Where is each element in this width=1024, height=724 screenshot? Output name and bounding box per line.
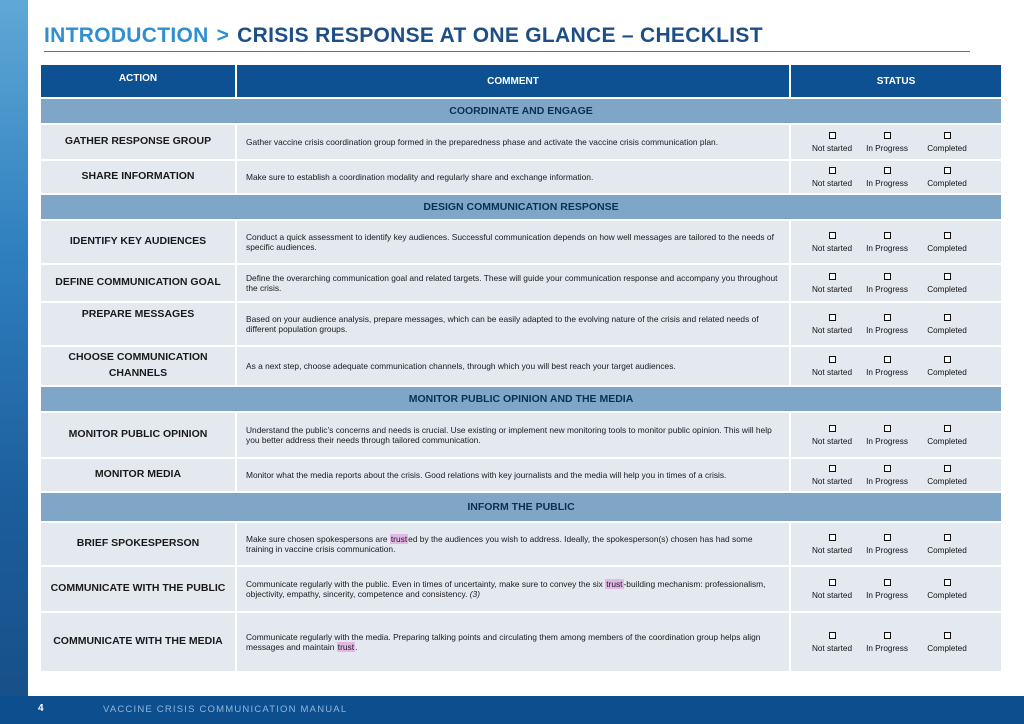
- checkbox-icon[interactable]: [944, 314, 951, 321]
- table-row: [41, 411, 1001, 457]
- status-label: Not started: [811, 284, 853, 294]
- checkbox-icon[interactable]: [829, 232, 836, 239]
- side-color-band: [0, 0, 28, 724]
- status-label: Not started: [811, 243, 853, 253]
- checkbox-icon[interactable]: [944, 273, 951, 280]
- header-action: ACTION: [41, 65, 237, 97]
- checkbox-icon[interactable]: [944, 534, 951, 541]
- status-label: Not started: [811, 545, 853, 555]
- status-label: Not started: [811, 143, 853, 153]
- status-group: [791, 125, 1001, 159]
- checkbox-icon[interactable]: [829, 356, 836, 363]
- row-action: CHOOSE COMMUNICATION CHANNELS: [41, 347, 237, 385]
- section-header: MONITOR PUBLIC OPINION AND THE MEDIA: [41, 385, 1001, 411]
- checkbox-icon[interactable]: [829, 579, 836, 586]
- status-label: Completed: [927, 590, 967, 600]
- table-row: [41, 123, 1001, 159]
- checkbox-icon[interactable]: [944, 167, 951, 174]
- status-not-started[interactable]: [807, 534, 857, 555]
- status-completed[interactable]: [917, 232, 977, 253]
- row-comment: Communicate regularly with the public. Even in times of uncertainty, make sure to convey the six trust-building mechanism: professionalism, objectivity, empathy, sincerity, competence and consistency. (3): [237, 567, 791, 611]
- status-label: Completed: [927, 367, 967, 377]
- checkbox-icon[interactable]: [944, 632, 951, 639]
- row-comment: Define the overarching communication goal and related targets. These will guide your communication response and accompany you throughout the crisis.: [237, 265, 791, 301]
- checkbox-icon[interactable]: [884, 273, 891, 280]
- status-label: In Progress: [866, 590, 908, 600]
- checkbox-icon[interactable]: [884, 425, 891, 432]
- row-action: PREPARE MESSAGES: [41, 303, 237, 345]
- status-in-progress[interactable]: [859, 632, 915, 653]
- header-comment: COMMENT: [237, 65, 791, 97]
- status-label: Not started: [811, 476, 853, 486]
- status-label: Completed: [927, 436, 967, 446]
- status-not-started[interactable]: [807, 273, 857, 294]
- status-label: In Progress: [866, 284, 908, 294]
- table-row: [41, 219, 1001, 263]
- title-breadcrumb-introduction[interactable]: INTRODUCTION: [44, 24, 209, 47]
- status-completed[interactable]: [917, 314, 977, 335]
- status-completed[interactable]: [917, 356, 977, 377]
- status-label: Completed: [927, 545, 967, 555]
- status-group: [791, 567, 1001, 611]
- checkbox-icon[interactable]: [829, 167, 836, 174]
- page-title: [44, 24, 970, 52]
- row-comment: Conduct a quick assessment to identify key audiences. Successful communication depends on how well messages are tailored to the needs of specific audiences.: [237, 221, 791, 263]
- status-in-progress[interactable]: [859, 167, 915, 188]
- status-label: Completed: [927, 476, 967, 486]
- checkbox-icon[interactable]: [884, 632, 891, 639]
- status-in-progress[interactable]: [859, 425, 915, 446]
- row-comment: Make sure to establish a coordination modality and regularly share and exchange information.: [237, 161, 791, 193]
- status-group: [791, 221, 1001, 263]
- checkbox-icon[interactable]: [944, 579, 951, 586]
- checkbox-icon[interactable]: [829, 273, 836, 280]
- row-action: BRIEF SPOKESPERSON: [41, 523, 237, 565]
- row-comment: Make sure chosen spokespersons are trusted by the audiences you wish to address. Ideally, the spokesperson(s) chosen has had some training in vaccine crisis communication.: [237, 523, 791, 565]
- status-in-progress[interactable]: [859, 314, 915, 335]
- status-not-started[interactable]: [807, 465, 857, 486]
- status-group: [791, 413, 1001, 457]
- checkbox-icon[interactable]: [884, 232, 891, 239]
- row-comment: Monitor what the media reports about the crisis. Good relations with key journalists and the media will help you in times of a crisis.: [237, 459, 791, 491]
- status-label: In Progress: [866, 325, 908, 335]
- table-row: [41, 611, 1001, 671]
- row-action: IDENTIFY KEY AUDIENCES: [41, 221, 237, 263]
- title-separator: >: [216, 24, 230, 47]
- row-comment: Understand the public’s concerns and needs is crucial. Use existing or implement new monitoring tools to monitor public opinion. This will help you better address their needs through tailored communication.: [237, 413, 791, 457]
- checkbox-icon[interactable]: [944, 132, 951, 139]
- search-highlight: trust: [390, 533, 408, 544]
- status-group: [791, 265, 1001, 301]
- status-not-started[interactable]: [807, 167, 857, 188]
- checkbox-icon[interactable]: [884, 579, 891, 586]
- status-label: In Progress: [866, 545, 908, 555]
- status-label: In Progress: [866, 367, 908, 377]
- checklist-table: [41, 65, 1001, 671]
- status-label: In Progress: [866, 436, 908, 446]
- status-label: Not started: [811, 590, 853, 600]
- status-not-started[interactable]: [807, 579, 857, 600]
- status-not-started[interactable]: [807, 232, 857, 253]
- status-label: Completed: [927, 643, 967, 653]
- checkbox-icon[interactable]: [944, 356, 951, 363]
- status-group: [791, 347, 1001, 385]
- status-completed[interactable]: [917, 465, 977, 486]
- status-in-progress[interactable]: [859, 132, 915, 153]
- table-row: [41, 159, 1001, 193]
- status-label: In Progress: [866, 476, 908, 486]
- table-row: [41, 301, 1001, 345]
- status-group: [791, 523, 1001, 565]
- status-label: Completed: [927, 325, 967, 335]
- status-group: [791, 161, 1001, 193]
- section-header: COORDINATE AND ENGAGE: [41, 97, 1001, 123]
- status-label: In Progress: [866, 178, 908, 188]
- table-row: [41, 521, 1001, 565]
- status-not-started[interactable]: [807, 425, 857, 446]
- search-highlight: trust: [337, 642, 355, 652]
- row-action: DEFINE COMMUNICATION GOAL: [41, 265, 237, 301]
- status-group: [791, 613, 1001, 671]
- status-completed[interactable]: [917, 425, 977, 446]
- status-completed[interactable]: [917, 132, 977, 153]
- status-completed[interactable]: [917, 632, 977, 653]
- status-label: In Progress: [866, 643, 908, 653]
- status-group: [791, 303, 1001, 345]
- row-comment: Gather vaccine crisis coordination group formed in the preparedness phase and activate the vaccine crisis communication plan.: [237, 125, 791, 159]
- header-status: STATUS: [876, 75, 916, 87]
- checkbox-icon[interactable]: [884, 534, 891, 541]
- status-label: Not started: [811, 367, 853, 377]
- table-header: [41, 65, 1001, 97]
- table-row: [41, 263, 1001, 301]
- footer-title: VACCINE CRISIS COMMUNICATION MANUAL: [103, 704, 348, 715]
- status-group: [791, 459, 1001, 491]
- status-in-progress[interactable]: [859, 273, 915, 294]
- status-in-progress[interactable]: [859, 579, 915, 600]
- status-label: Not started: [811, 643, 853, 653]
- row-comment: As a next step, choose adequate communication channels, through which you will best reach your target audiences.: [237, 347, 791, 385]
- status-completed[interactable]: [917, 167, 977, 188]
- table-row: [41, 457, 1001, 491]
- checkbox-icon[interactable]: [829, 314, 836, 321]
- status-label: Not started: [811, 325, 853, 335]
- checkbox-icon[interactable]: [829, 132, 836, 139]
- status-not-started[interactable]: [807, 314, 857, 335]
- status-completed[interactable]: [917, 534, 977, 555]
- table-row: [41, 345, 1001, 385]
- section-header: DESIGN COMMUNICATION RESPONSE: [41, 193, 1001, 219]
- status-not-started[interactable]: [807, 356, 857, 377]
- checkbox-icon[interactable]: [944, 465, 951, 472]
- page-number: 4: [38, 703, 44, 714]
- checkbox-icon[interactable]: [884, 132, 891, 139]
- status-label: Not started: [811, 436, 853, 446]
- status-not-started[interactable]: [807, 132, 857, 153]
- row-comment: Based on your audience analysis, prepare messages, which can be easily adapted to the evolving nature of the crisis and related needs of different population groups.: [237, 303, 791, 345]
- checkbox-icon[interactable]: [829, 465, 836, 472]
- table-row: [41, 565, 1001, 611]
- status-not-started[interactable]: [807, 632, 857, 653]
- row-action: GATHER RESPONSE GROUP: [41, 125, 237, 159]
- status-completed[interactable]: [917, 579, 977, 600]
- title-underline: [44, 51, 970, 52]
- checkbox-icon[interactable]: [884, 314, 891, 321]
- row-comment: Communicate regularly with the media. Preparing talking points and circulating them among members of the coordination group helps align messages and maintain trust.: [237, 613, 791, 671]
- checkbox-icon[interactable]: [884, 356, 891, 363]
- status-label: Not started: [811, 178, 853, 188]
- row-action: MONITOR MEDIA: [41, 459, 237, 491]
- status-in-progress[interactable]: [859, 356, 915, 377]
- page-footer: [0, 696, 1024, 724]
- status-in-progress[interactable]: [859, 534, 915, 555]
- status-label: Completed: [927, 143, 967, 153]
- checkbox-icon[interactable]: [829, 534, 836, 541]
- checkbox-icon[interactable]: [944, 425, 951, 432]
- status-in-progress[interactable]: [859, 232, 915, 253]
- reference-number: (3): [469, 589, 480, 599]
- checkbox-icon[interactable]: [829, 632, 836, 639]
- row-action: SHARE INFORMATION: [41, 161, 237, 193]
- checkbox-icon[interactable]: [884, 167, 891, 174]
- search-highlight: trust: [606, 578, 623, 589]
- status-in-progress[interactable]: [859, 465, 915, 486]
- status-label: In Progress: [866, 143, 908, 153]
- row-action: MONITOR PUBLIC OPINION: [41, 413, 237, 457]
- checkbox-icon[interactable]: [884, 465, 891, 472]
- section-header: INFORM THE PUBLIC: [41, 491, 1001, 521]
- status-completed[interactable]: [917, 273, 977, 294]
- row-action: COMMUNICATE WITH THE PUBLIC: [41, 567, 237, 611]
- checkbox-icon[interactable]: [944, 232, 951, 239]
- title-main: CRISIS RESPONSE AT ONE GLANCE – CHECKLIST: [237, 24, 763, 47]
- status-label: Completed: [927, 178, 967, 188]
- status-label: Completed: [927, 243, 967, 253]
- row-action: COMMUNICATE WITH THE MEDIA: [41, 613, 237, 671]
- status-label: Completed: [927, 284, 967, 294]
- checkbox-icon[interactable]: [829, 425, 836, 432]
- status-label: In Progress: [866, 243, 908, 253]
